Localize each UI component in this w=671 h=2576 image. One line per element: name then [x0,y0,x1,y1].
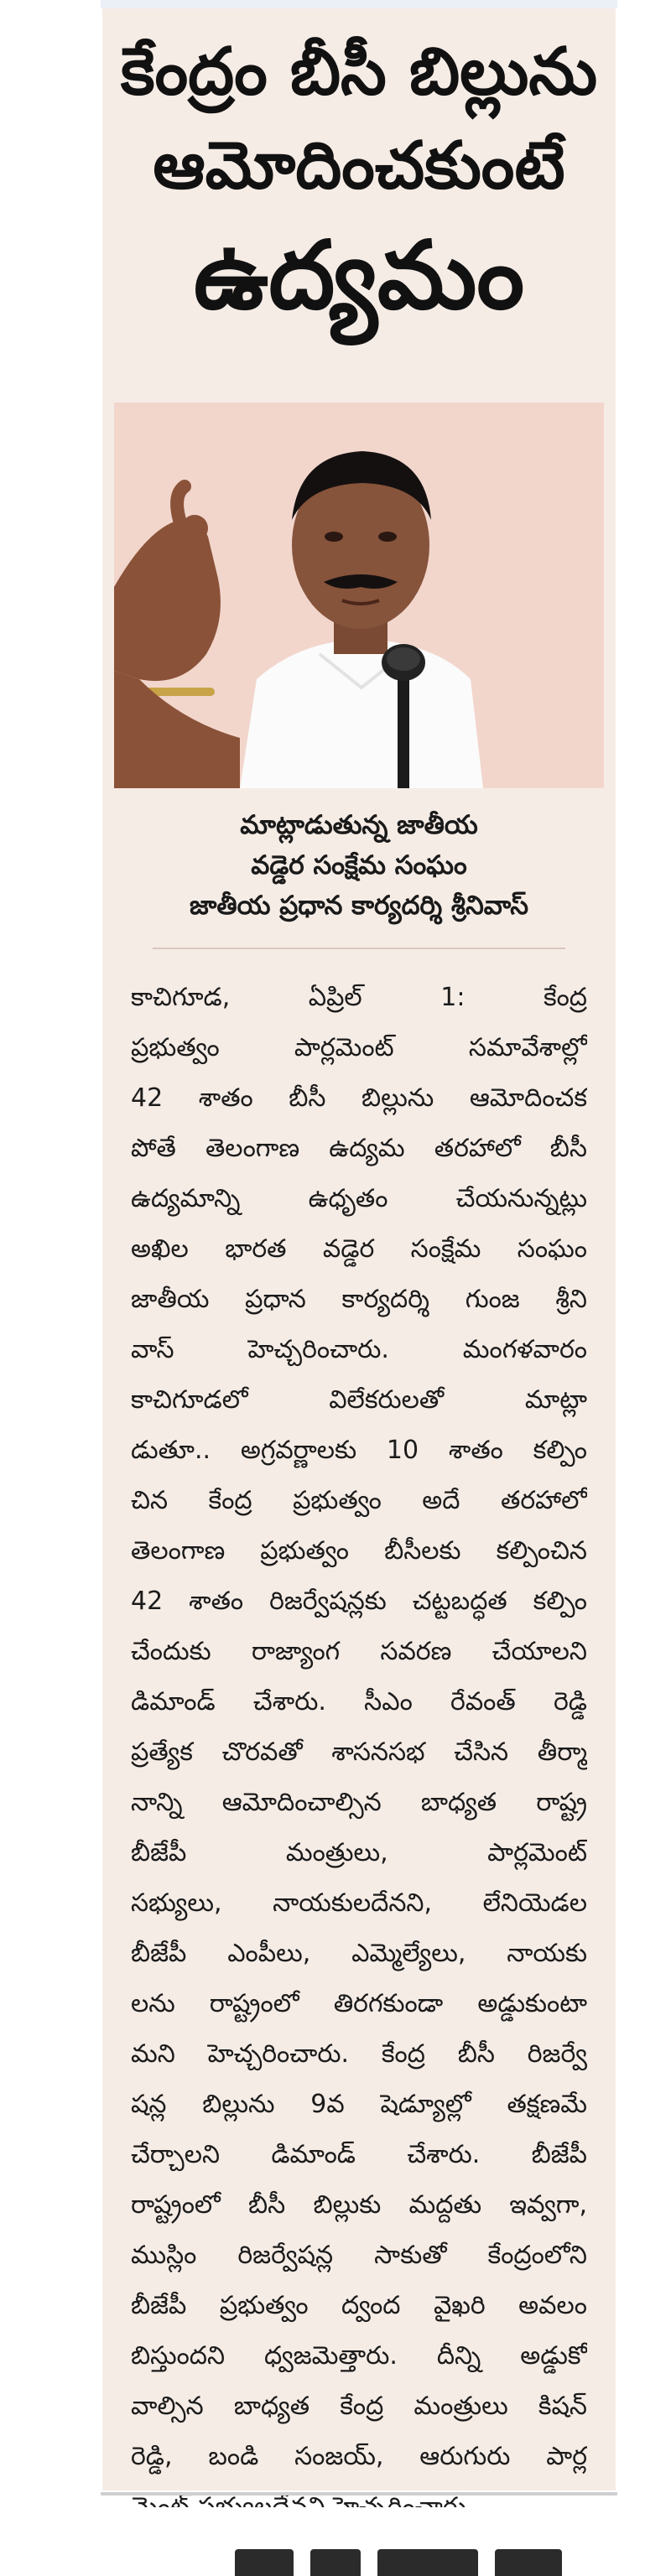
next-headline-fragment [310,2549,361,2576]
body-line: రాష్ట్రంలో బీసీ బిల్లుకు మద్దతు ఇవ్వగా, [131,2190,587,2220]
body-line: చేందుకు రాజ్యాంగ సవరణ చేయాలని [131,1637,587,1666]
body-line: లను రాష్ట్రంలో తిరగకుండా అడ్డుకుంటా [131,1989,587,2018]
body-line: బీజేపీ ప్రభుత్వం ద్వంద వైఖరి అవలం [131,2291,587,2320]
body-line: అఖిల భారత వడ్డెర సంక్షేమ సంఘం [131,1234,587,1264]
body-line: డిమాండ్ చేశారు. సీఎం రేవంత్ రెడ్డి [131,1687,587,1716]
top-rule [101,0,617,8]
body-line: పోతే తెలంగాణ ఉద్యమ తరహాలో బీసీ [131,1134,587,1163]
headline-line-1: కేంద్రం బీసీ బిల్లును [120,34,598,110]
article-body [131,973,587,2532]
body-line: జాతీయ ప్రధాన కార్యదర్శి గుంజ శ్రీని [131,1285,587,1314]
headline [102,25,616,339]
body-line: షన్ల బిల్లును 9వ షెడ్యూల్లో తక్షణమే [131,2090,587,2119]
body-line: ఉద్యమాన్ని ఉధృతం చేయనున్నట్లు [131,1184,587,1213]
body-line: రెడ్డి, బండి సంజయ్, ఆరుగురు పార్ల [131,2442,587,2471]
body-line: సభ్యులు, నాయకులదేనని, లేనియెడల [131,1888,587,1918]
body-line: వాస్ హెచ్చరించారు. మంగళవారం [131,1335,587,1364]
body-line: 42 శాతం రిజర్వేషన్లకు చట్టబద్ధత కల్పిం [131,1587,587,1616]
body-line: తెలంగాణ ప్రభుత్వం బీసీలకు కల్పించిన [131,1536,587,1566]
next-headline-fragment [495,2549,562,2576]
body-line: బీజేపీ ఎంపీలు, ఎమ్మెల్యేలు, నాయకు [131,1939,587,1968]
body-line: ప్రత్యేక చొరవతో శాసనసభ చేసిన తీర్మా [131,1737,587,1767]
right-margin [617,0,671,2576]
next-headline-fragment [377,2549,478,2576]
newspaper-clipping [102,8,616,2490]
left-margin [0,0,101,2576]
next-article-fragment [101,2507,617,2576]
body-line: కాచిగూడలో విలేకరులతో మాట్లా [131,1385,587,1415]
headline-line-2: ఆమోదించకుంటే [153,128,565,204]
speaker-illustration [114,402,604,788]
body-line: ప్రభుత్వం పార్లమెంట్ సమావేశాల్లో [131,1033,587,1062]
body-line: ముస్లిం రిజర్వేషన్ల సాకుతో కేంద్రంలోని [131,2241,587,2270]
caption-line-2: వడ్డెర సంక్షేమ సంఘం [251,850,467,880]
body-line: చిన కేంద్ర ప్రభుత్వం అదే తరహాలో [131,1486,587,1515]
bottom-rule [101,2492,617,2496]
body-line: డుతూ.. అగ్రవర్ణాలకు 10 శాతం కల్పిం [131,1436,587,1465]
next-headline-fragment [235,2549,294,2576]
body-line: కాచిగూడ, ఏప్రిల్ 1: కేంద్ర [131,983,587,1012]
caption-divider [153,948,565,949]
body-line: 42 శాతం బీసీ బిల్లును ఆమోదించక [131,1083,587,1113]
body-line: బీజేపీ మంత్రులు, పార్లమెంట్ [131,1838,587,1867]
caption-line-1: మాట్లాడుతున్న జాతీయ [240,810,478,840]
body-line: మని హెచ్చరించారు. కేంద్ర బీసీ రిజర్వే [131,2039,587,2069]
body-line: నాన్ని ఆమోదించాల్సిన బాధ్యత రాష్ట్ర [131,1788,587,1817]
body-line: చేర్చాలని డిమాండ్ చేశారు. బీజేపీ [131,2140,587,2169]
speaker-photo [114,402,604,788]
caption-line-3: జాతీయ ప్రధాన కార్యదర్శి శ్రీనివాస్ [189,891,529,921]
photo-caption [102,805,616,926]
body-line: వాల్సిన బాధ్యత కేంద్ర మంత్రులు కిషన్ [131,2392,587,2421]
headline-line-3: ఉద్యమం [193,221,525,330]
body-line: బిస్తుందని ధ్వజమెత్తారు. దీన్ని అడ్డుకో [131,2341,587,2371]
